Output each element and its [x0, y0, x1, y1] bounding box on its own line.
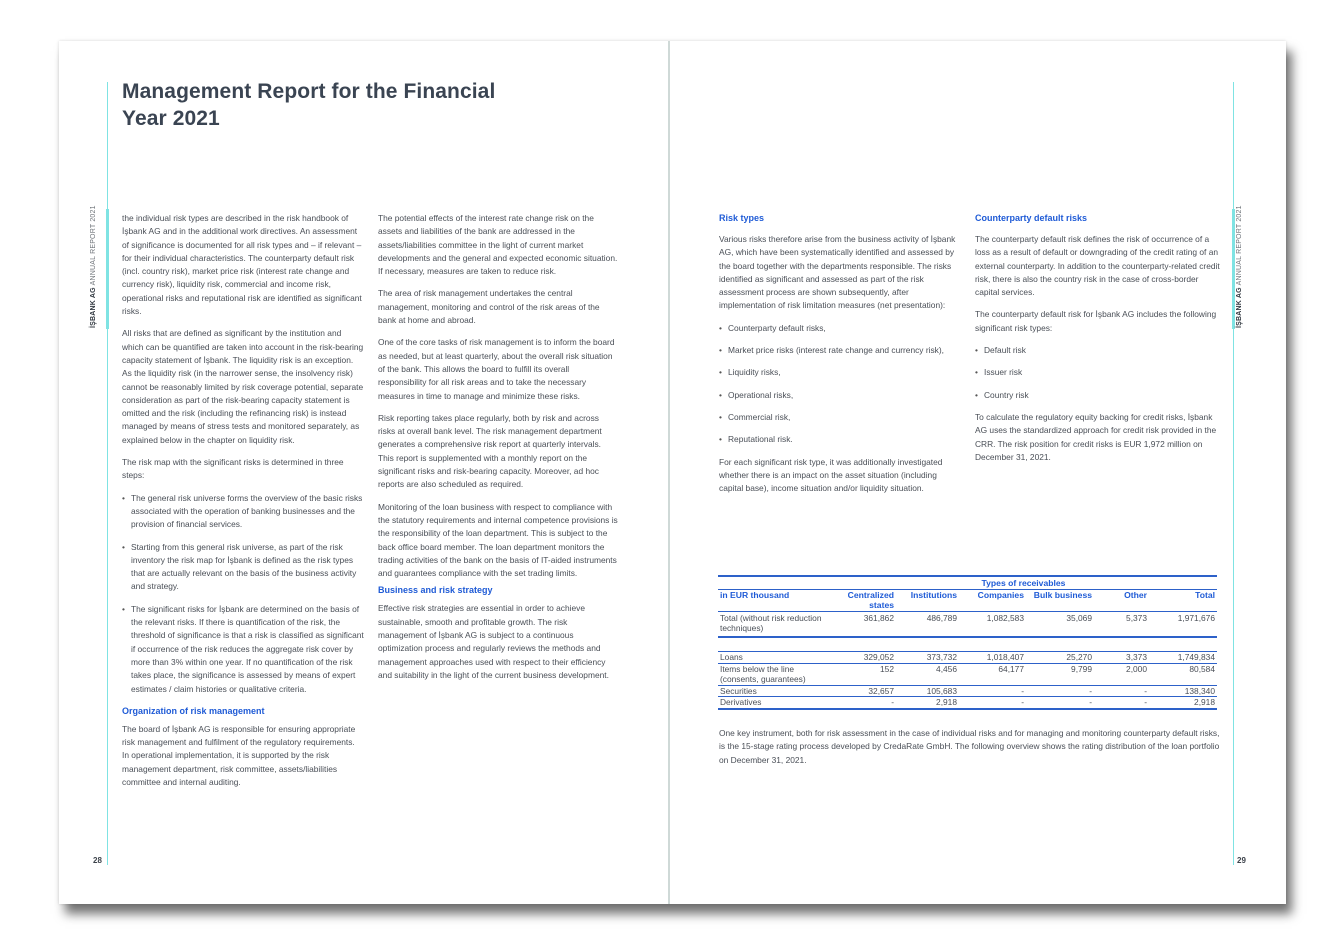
- cell: -: [1026, 685, 1094, 697]
- left-column-2: [378, 212, 618, 691]
- footer-paragraph: [719, 727, 1225, 776]
- cell: 9,799: [1026, 663, 1094, 685]
- page-number-left: 28: [93, 856, 102, 865]
- cell: 2,918: [896, 697, 959, 709]
- cell: 138,340: [1149, 685, 1217, 697]
- document-spread: [59, 41, 1286, 904]
- column-header: Centralized states: [847, 589, 894, 610]
- row-label: Loans: [718, 652, 830, 664]
- cell: -: [959, 685, 1026, 697]
- cell: -: [1026, 697, 1094, 709]
- paragraph: The counterparty default risk for İşbank AG includes the following significant risk types:: [975, 309, 1217, 333]
- paragraph: Risk reporting takes place regularly, both by risk and across risks at overall bank level. The risk management department generates a comprehensive risk report at quarterly intervals. This report is supplemented with a monthly report on the significant risks and risk-bearing capacity. Moreover, ad hoc reports are also scheduled as required.: [378, 412, 602, 490]
- column-header: Total: [1195, 589, 1215, 600]
- list-item: • Commercial risk,: [719, 411, 963, 424]
- column-header: Institutions: [910, 589, 957, 600]
- group-header-label: Types of receivables: [830, 576, 1217, 589]
- cell: 1,971,676: [1177, 612, 1215, 623]
- section-heading: Counterparty default risks: [975, 213, 1088, 223]
- paragraph: Effective risk strategies are essential in order to achieve sustainable, smooth and profitable growth. The risk management of İşbank AG is subject to a continuous optimization process and regularly reviews the methods and management approaches used with respect to their efficiency and suitability in the light of the current business development.: [378, 603, 609, 680]
- paragraph: Monitoring of the loan business with respect to compliance with the statutory requirements and internal competence provisions is the responsibility of the loan department. This is subject to the back office board member. The loan department monitors the trading activities of the bank on the basis of IT-aided instruments and guarantees compliance with the set trading limits.: [378, 501, 618, 579]
- paragraph: One key instrument, both for risk assessment in the case of individual risks and for managing and monitoring counterparty default risks, is the 15-stage rating process developed by CredaRate GmbH. The following overview shows the rating distribution of the loan portfolio on December 31, 2021.: [719, 728, 1220, 765]
- paragraph: The area of risk management undertakes the central management, monitoring and control of the risk areas of the bank at home and abroad.: [378, 288, 600, 326]
- cell: 152: [830, 663, 896, 685]
- cell: 2,000: [1094, 663, 1149, 685]
- list-item: • Market price risks (interest rate change and currency risk),: [719, 344, 963, 357]
- cell: 64,177: [959, 663, 1026, 685]
- row-label: Securities: [718, 685, 830, 697]
- cell: 35,069: [1066, 612, 1092, 623]
- left-column-1: [122, 212, 364, 798]
- cell: 486,789: [926, 612, 957, 623]
- cell: 373,732: [896, 652, 959, 664]
- table-row-total: [718, 611, 1217, 637]
- column-header: in EUR thousand: [720, 589, 790, 600]
- cell: 2,918: [1149, 697, 1217, 709]
- left-accent-bar: [106, 209, 109, 329]
- paragraph: All risks that are defined as significant by the institution and which can be quantified are taken into account in the risk-bearing capacity statement of İşbank. The liquidity risk is an exception. As the liquidity risk (in the narrower sense, the insolvency risk) cannot be reasonably limited by risk coverage potential, separate consideration as part of the risk-bearing capacity statement is omitted and the risk (including the refinancing risk) is instead managed by means of stress tests and monitored separately, as explained below in the chapter on liquidity risk.: [122, 328, 364, 445]
- paragraph: The board of İşbank AG is responsible for ensuring appropriate risk management and fulfilment of the regulatory requirements. In operational implementation, it is supported by the risk management department, risk committee, assets/liabilities committee and internal auditing.: [122, 723, 356, 787]
- table-row: [718, 652, 1217, 664]
- paragraph: For each significant risk type, it was additionally investigated whether there is an impact on the asset situation (including capital base), income situation and/or liquidity situation.: [719, 456, 943, 494]
- list-item: • Operational risks,: [719, 389, 963, 402]
- row-label: Derivatives: [718, 697, 830, 709]
- list-item: • The general risk universe forms the overview of the basic risks associated with the operation of banking businesses and the provision of financial services.: [122, 492, 364, 532]
- brand-name: İŞBANK AG: [1236, 287, 1243, 328]
- left-margin-rule: [107, 82, 108, 865]
- paragraph: One of the core tasks of risk management is to inform the board as needed, but at least quarterly, about the overall risk situation of the bank. This allows the board to fulfill its overall responsibility for all risk areas and to take the necessary measures in time to manage and minimize these risks.: [378, 337, 615, 401]
- report-name: ANNUAL REPORT 2021: [90, 205, 97, 288]
- cell: -: [1094, 685, 1149, 697]
- side-running-head: [90, 205, 97, 328]
- page-number-right: 29: [1237, 856, 1246, 865]
- cell: 329,052: [830, 652, 896, 664]
- list-item: • Reputational risk.: [719, 433, 963, 446]
- right-column-2: [975, 212, 1221, 473]
- list-item: • Starting from this general risk universe, as part of the risk inventory the risk map for İşbank is defined as the risk types that are actually relevant on the basis of the business activity and strategy.: [122, 541, 364, 594]
- title-line-2: Year 2021: [122, 107, 220, 130]
- table-spacer: [718, 637, 1217, 652]
- table-group-header: [718, 576, 1217, 589]
- right-column-1: [719, 212, 963, 504]
- title-line-1: Management Report for the Financial: [122, 80, 496, 103]
- risk-map-steps-list: [122, 492, 364, 696]
- list-item: • Liquidity risks,: [719, 366, 963, 379]
- cell: -: [1094, 697, 1149, 709]
- column-header: Bulk business: [1033, 589, 1092, 600]
- cell: 1,018,407: [959, 652, 1026, 664]
- paragraph: The counterparty default risk defines the risk of occurrence of a loss as a result of default or downgrading of the credit rating of an external counterparty. In addition to the counterparty-related credit risk, there is also the country risk in the case of cross-border capital services.: [975, 234, 1220, 298]
- page-title: [122, 78, 562, 132]
- cell: 4,456: [896, 663, 959, 685]
- section-heading: Organization of risk management: [122, 705, 265, 716]
- receivables-table: [718, 575, 1217, 710]
- row-label: Total (without risk reduction techniques): [720, 612, 822, 633]
- cell: 3,373: [1094, 652, 1149, 664]
- column-header: Companies: [977, 589, 1024, 600]
- cell: 80,584: [1149, 663, 1217, 685]
- right-page: [670, 41, 1286, 904]
- table-row: [718, 685, 1217, 697]
- paragraph: the individual risk types are described in the risk handbook of İşbank AG and in the additional work directives. An assessment of significance is documented for all risk types and – if relevant – for their individual characteristics. The counterparty default risk (incl. country risk), market price risk (interest rate change and currency risk), liquidity risk, commercial and income risk, operational risks and reputational risk are identified as significant risks.: [122, 213, 362, 317]
- cell: -: [959, 697, 1026, 709]
- cell: 1,749,834: [1149, 652, 1217, 664]
- paragraph: To calculate the regulatory equity backing for credit risks, İşbank AG uses the standardized approach for credit risk provided in the CRR. The risk position for credit risks is EUR 1,972 million on December 31, 2021.: [975, 411, 1217, 462]
- cell: 25,270: [1026, 652, 1094, 664]
- cell: 32,657: [830, 685, 896, 697]
- section-heading: Risk types: [719, 213, 765, 223]
- row-label: Items below the line (consents, guarantees): [718, 663, 830, 685]
- paragraph: Various risks therefore arise from the business activity of İşbank AG, which have been systematically identified and assessed by the board together with the departments responsible. The risks identified as significant and assessed as part of the risk assessment process are shown subsequently, after implementation of risk limitation measures (net presentation):: [719, 234, 956, 311]
- list-item: • Counterparty default risks,: [719, 322, 963, 335]
- list-item: • Issuer risk: [975, 366, 1221, 379]
- table-column-headers: [718, 589, 1217, 611]
- section-heading: Business and risk strategy: [378, 585, 493, 596]
- report-name: ANNUAL REPORT 2021: [1236, 205, 1243, 288]
- cell: 361,862: [863, 612, 894, 623]
- list-item: • The significant risks for İşbank are determined on the basis of the relevant risks. If there is quantification of the risk, the threshold of significance is that a risk is classified as significant if occurrence of the risk reduces the aggregate risk cover by more than 3% within one year. If no quantification of the risk takes place, the significance is assessed by means of expert estimates / claim histories or qualitative criteria.: [122, 603, 364, 696]
- right-margin-rule: [1233, 82, 1234, 865]
- brand-name: İŞBANK AG: [90, 287, 97, 328]
- cell: 1,082,583: [986, 612, 1024, 623]
- cell: -: [830, 697, 896, 709]
- counterparty-risk-types-list: [975, 344, 1221, 402]
- table-row: [718, 663, 1217, 685]
- side-running-head: [1236, 205, 1243, 328]
- right-accent-bar: [1232, 209, 1235, 329]
- cell: 5,373: [1126, 612, 1147, 623]
- paragraph: The risk map with the significant risks is determined in three steps:: [122, 457, 344, 481]
- table-row: [718, 697, 1217, 709]
- list-item: • Country risk: [975, 389, 1221, 402]
- risk-types-list: [719, 322, 963, 447]
- cell: 105,683: [896, 685, 959, 697]
- paragraph: The potential effects of the interest rate change risk on the assets and liabilities of the bank are addressed in the assets/liabilities committee in the light of current market developments and the general and expected economic situation. If necessary, measures are taken to reduce risk.: [378, 213, 618, 277]
- column-header: Other: [1124, 589, 1147, 600]
- list-item: • Default risk: [975, 344, 1221, 357]
- left-page: [59, 41, 669, 904]
